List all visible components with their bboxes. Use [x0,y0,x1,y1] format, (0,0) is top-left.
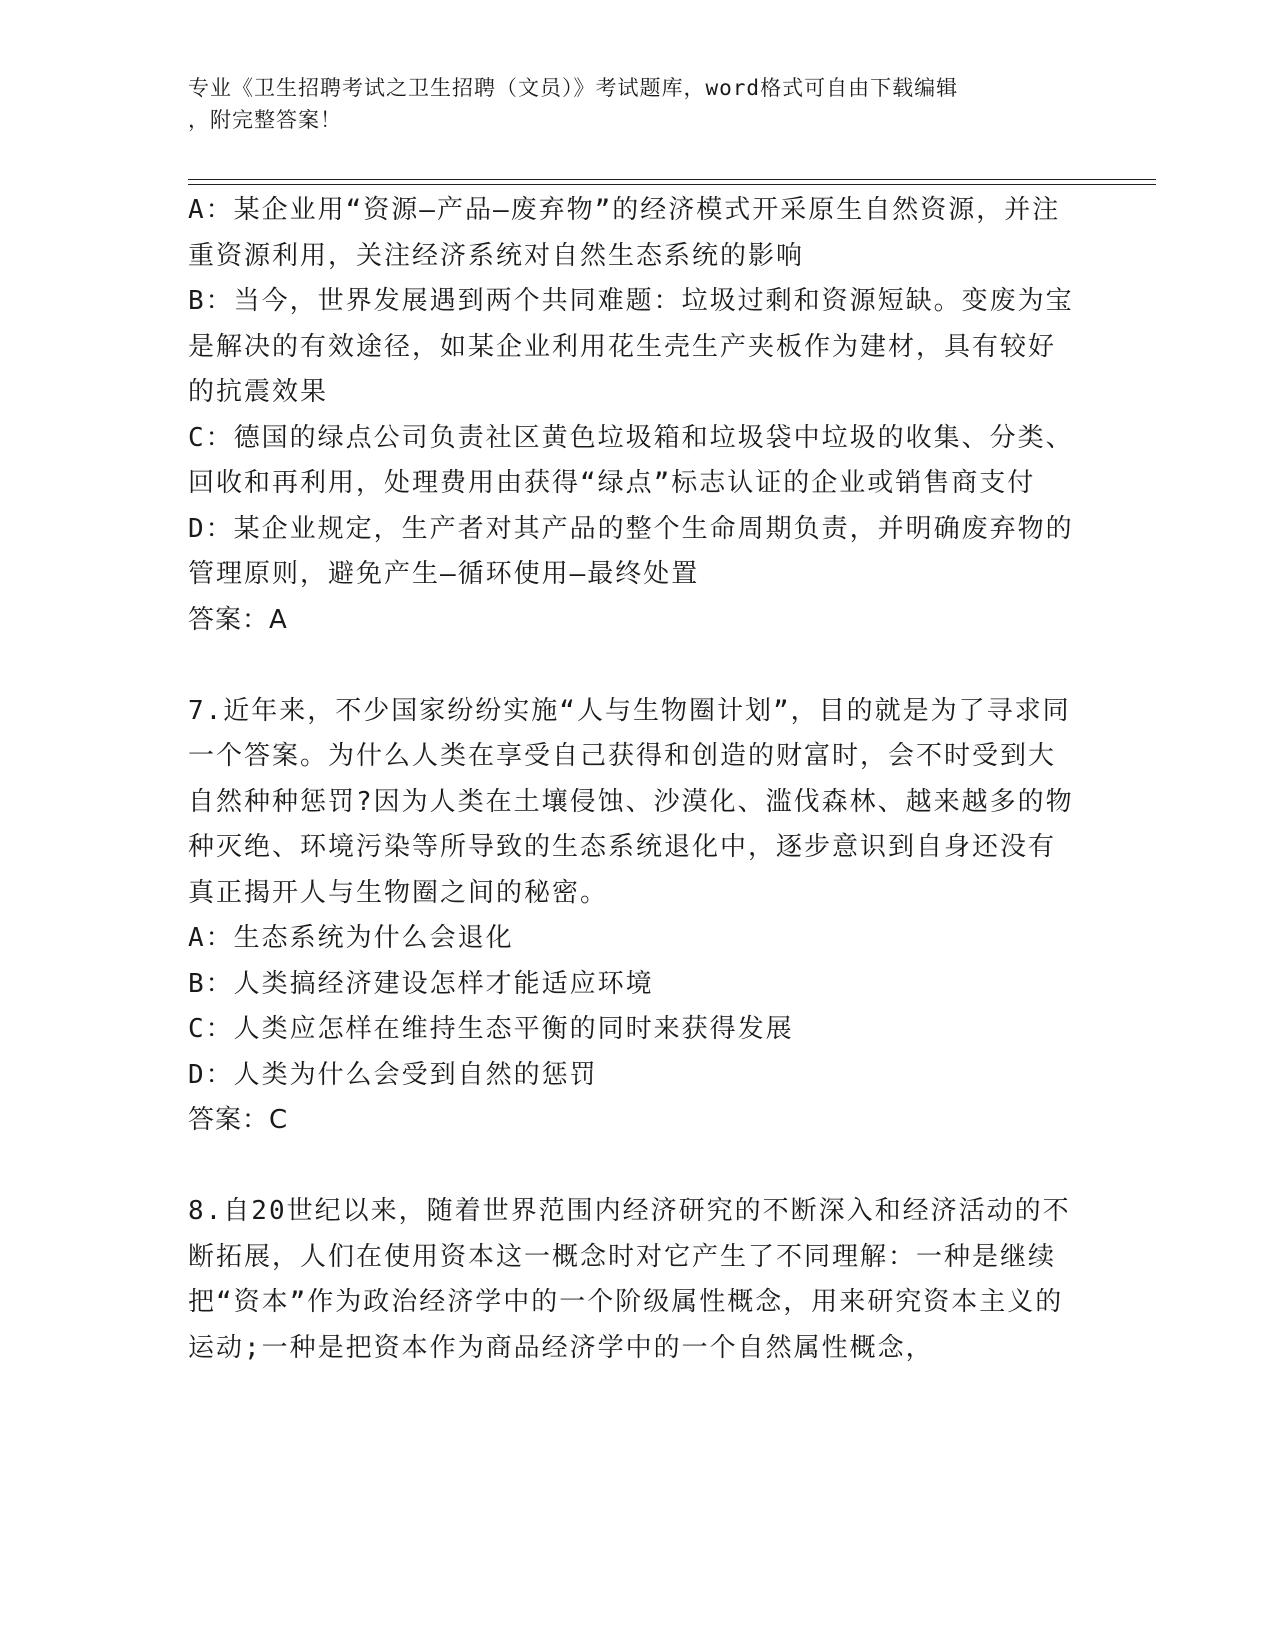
question-6-remainder [188,188,1078,643]
header-divider-bottom [188,184,1156,185]
header-line-1: 专业《卫生招聘考试之卫生招聘（文员）》考试题库，word格式可自由下载编辑 [188,76,959,100]
option-b: B：当今，世界发展遇到两个共同难题：垃圾过剩和资源短缺。变废为宝是解决的有效途径，如某企业利用花生壳生产夹板作为建材，具有较好的抗震效果 [188,286,1074,407]
option-d: D：某企业规定，生产者对其产品的整个生命周期负责，并明确废弃物的管理原则，避免产生—循环使用—最终处置 [188,513,1074,589]
document-header [188,72,1088,136]
option-a: A：生态系统为什么会退化 [188,923,514,953]
option-c: C：德国的绿点公司负责社区黄色垃圾箱和垃圾袋中垃圾的收集、分类、回收和再利用，处理费用由获得“绿点”标志认证的企业或销售商支付 [188,422,1074,498]
option-b: B：人类搞经济建设怎样才能适应环境 [188,968,654,999]
question-stem: 7.近年来，不少国家纷纷实施“人与生物圈计划”，目的就是为了寻求同一个答案。为什么人类在享受自己获得和创造的财富时，会不时受到大自然种种惩罚?因为人类在土壤侵蚀、沙漠化、滥伐森林、越来越多的物种灭绝、环境污染等所导致的生态系统退化中，逐步意识到自身还没有真正揭开人与生物圈之间的秘密。 [188,695,1074,908]
header-divider-top [188,179,1156,180]
question-stem: 8.自20世纪以来，随着世界范围内经济研究的不断深入和经济活动的不断拓展，人们在使用资本这一概念时对它产生了不同理解：一种是继续把“资本”作为政治经济学中的一个阶级属性概念，用来研究资本主义的运动;一种是把资本作为商品经济学中的一个自然属性概念， [188,1196,1071,1363]
option-d: D：人类为什么会受到自然的惩罚 [188,1059,598,1090]
document-body [188,188,1078,1371]
spacer [188,1144,1078,1190]
answer-line: 答案：A [188,604,288,635]
answer-line: 答案：C [188,1105,289,1135]
option-c: C：人类应怎样在维持生态平衡的同时来获得发展 [188,1014,794,1044]
question-7 [188,689,1078,1144]
header-line-2: ，附完整答案！ [188,108,342,132]
spacer [188,643,1078,689]
question-8 [188,1189,1078,1371]
option-a: A：某企业用“资源—产品—废弃物”的经济模式开采原生自然资源，并注重资源利用，关注经济系统对自然生态系统的影响 [188,195,1061,271]
